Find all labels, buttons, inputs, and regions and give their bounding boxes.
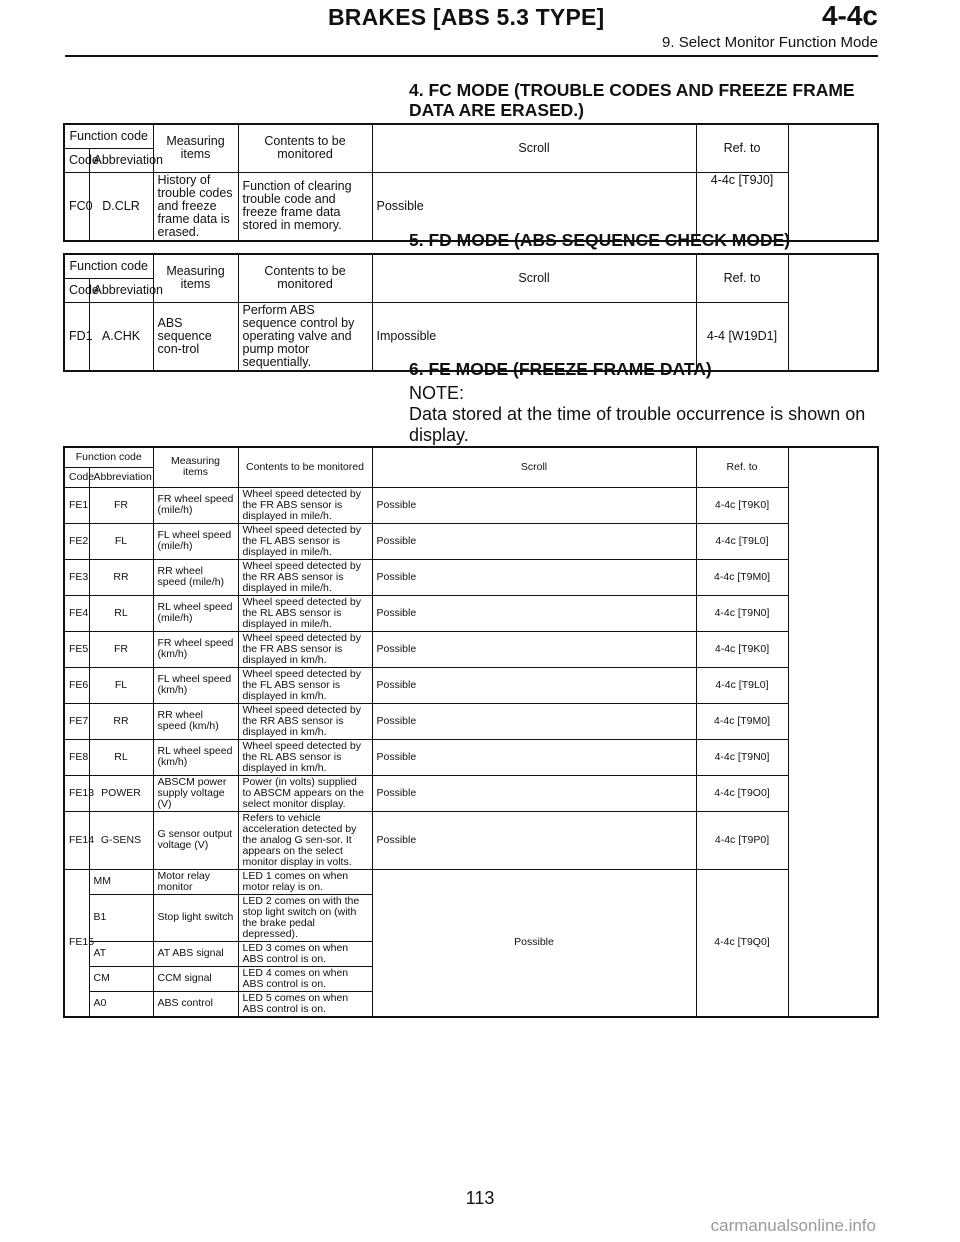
measuring-item-cell: ABS sequence con-trol [153,302,238,371]
fc-header-code: Code [64,148,89,172]
ref-cell: 4-4c [T9M0] [696,703,788,739]
code-cell: FE1 [64,487,89,523]
abbreviation-cell: B1 [89,894,153,941]
contents-cell: Power (in volts) supplied to ABSCM appears on the select monitor display. [238,775,372,811]
fc-header-scroll: Scroll [372,124,696,172]
contents-cell: Wheel speed detected by the RR ABS sensor is displayed in km/h. [238,703,372,739]
header-subtitle: 9. Select Monitor Function Mode [662,34,878,51]
measuring-item-cell: RL wheel speed (km/h) [153,739,238,775]
ref-cell: 4-4c [T9N0] [696,739,788,775]
fc-header-function-code: Function code [64,124,153,148]
abbreviation-cell: FR [89,631,153,667]
fd-header-function-code: Function code [64,254,153,278]
ref-cell: 4-4c [T9L0] [696,523,788,559]
fe-header-abbreviation: Abbreviation [89,467,153,487]
scroll-cell: Possible [372,172,696,241]
fe-mode-table [63,446,879,1018]
contents-cell: Wheel speed detected by the FL ABS sensor is displayed in km/h. [238,667,372,703]
table-row [64,869,878,894]
table-row [64,487,878,523]
scroll-cell: Possible [372,595,696,631]
fc-header-contents: Contents to be monitored [238,124,372,172]
ref-cell: 4-4c [T9J0] [696,172,788,241]
measuring-item-cell: G sensor output voltage (V) [153,811,238,869]
contents-cell: Wheel speed detected by the FR ABS sensor is displayed in km/h. [238,631,372,667]
fe-header-contents: Contents to be monitored [238,447,372,487]
contents-cell: LED 1 comes on when motor relay is on. [238,869,372,894]
scroll-cell: Possible [372,523,696,559]
measuring-item-cell: RL wheel speed (mile/h) [153,595,238,631]
fd-mode-title: 5. FD MODE (ABS SEQUENCE CHECK MODE) [409,230,791,250]
table-row [64,631,878,667]
fc-header-ref: Ref. to [696,124,788,172]
measuring-item-cell: Motor relay monitor [153,869,238,894]
abbreviation-cell: D.CLR [89,172,153,241]
abbreviation-cell: CM [89,966,153,991]
code-cell: FE3 [64,559,89,595]
fd-mode-table [63,253,879,372]
fe-header-measuring-items: Measuring items [153,447,238,487]
measuring-item-cell: ABSCM power supply voltage (V) [153,775,238,811]
table-row [64,739,878,775]
contents-cell: Perform ABS sequence control by operating valve and pump motor sequentially. [238,302,372,371]
code-cell: FC0 [64,172,89,241]
scroll-cell: Possible [372,487,696,523]
abbreviation-cell: RR [89,703,153,739]
fc-header-measuring-items: Measuring items [153,124,238,172]
contents-cell: LED 3 comes on when ABS control is on. [238,941,372,966]
table-row [64,559,878,595]
abbreviation-cell: RR [89,559,153,595]
measuring-item-cell: History of trouble codes and freeze frame data is erased. [153,172,238,241]
abbreviation-cell: RL [89,739,153,775]
measuring-item-cell: FL wheel speed (mile/h) [153,523,238,559]
note-text: Data stored at the time of trouble occurrence is shown on display. [409,404,866,445]
ref-cell: 4-4 [W19D1] [696,302,788,371]
ref-cell: 4-4c [T9N0] [696,595,788,631]
contents-cell: Wheel speed detected by the FR ABS sensor is displayed in mile/h. [238,487,372,523]
fc-mode-table [63,123,879,242]
code-cell: FE4 [64,595,89,631]
scroll-cell: Possible [372,667,696,703]
fe-mode-title: 6. FE MODE (FREEZE FRAME DATA) [409,359,712,379]
abbreviation-cell: FL [89,523,153,559]
contents-cell: LED 2 comes on with the stop light switch on (with the brake pedal depressed). [238,894,372,941]
measuring-item-cell: CCM signal [153,966,238,991]
fe-header-function-code: Function code [64,447,153,467]
fd-header-contents: Contents to be monitored [238,254,372,302]
header-section-code: 4-4c [821,0,878,31]
measuring-item-cell: ABS control [153,991,238,1017]
fd-header-scroll: Scroll [372,254,696,302]
table-row [64,595,878,631]
scroll-cell: Possible [372,811,696,869]
code-cell: FE14 [64,811,89,869]
table-row [64,703,878,739]
measuring-item-cell: FR wheel speed (mile/h) [153,487,238,523]
ref-cell: 4-4c [T9P0] [696,811,788,869]
fe-header-scroll: Scroll [372,447,696,487]
table-row [64,811,878,869]
fd-header-code: Code [64,278,89,302]
ref-cell: 4-4c [T9K0] [696,487,788,523]
code-cell: FE6 [64,667,89,703]
table-row [64,775,878,811]
fe-header-ref: Ref. to [696,447,788,487]
contents-cell: Wheel speed detected by the RL ABS sensor is displayed in mile/h. [238,595,372,631]
measuring-item-cell: RR wheel speed (km/h) [153,703,238,739]
contents-cell: Refers to vehicle acceleration detected by the analog G sen-sor. It appears on the select monitor display in volts. [238,811,372,869]
scroll-cell: Possible [372,775,696,811]
contents-cell: LED 4 comes on when ABS control is on. [238,966,372,991]
abbreviation-cell: RL [89,595,153,631]
contents-cell: Wheel speed detected by the RR ABS sensor is displayed in mile/h. [238,559,372,595]
fd-header-abbreviation: Abbreviation [89,278,153,302]
fc-mode-title: 4. FC MODE (TROUBLE CODES AND FREEZE FRAME DATA ARE ERASED.) [409,80,855,120]
header-title: BRAKES [ABS 5.3 TYPE] [328,4,605,30]
scroll-cell: Impossible [372,302,696,371]
table-row [64,523,878,559]
abbreviation-cell: A0 [89,991,153,1017]
ref-cell: 4-4c [T9K0] [696,631,788,667]
measuring-item-cell: AT ABS signal [153,941,238,966]
fd-header-measuring-items: Measuring items [153,254,238,302]
page-number: 113 [465,1188,495,1208]
scroll-cell: Possible [372,559,696,595]
code-cell: FD1 [64,302,89,371]
table-row [64,667,878,703]
ref-cell: 4-4c [T9L0] [696,667,788,703]
abbreviation-cell: MM [89,869,153,894]
abbreviation-cell: A.CHK [89,302,153,371]
scroll-cell: Possible [372,739,696,775]
code-cell: FE2 [64,523,89,559]
scroll-cell: Possible [372,631,696,667]
contents-cell: Function of clearing trouble code and freeze frame data stored in memory. [238,172,372,241]
measuring-item-cell: FL wheel speed (km/h) [153,667,238,703]
abbreviation-cell: POWER [89,775,153,811]
fe-header-code: Code [64,467,89,487]
ref-cell: 4-4c [T9Q0] [696,869,788,1017]
ref-cell: 4-4c [T9M0] [696,559,788,595]
measuring-item-cell: RR wheel speed (mile/h) [153,559,238,595]
code-cell: FE15 [64,869,89,1017]
code-cell: FE5 [64,631,89,667]
measuring-item-cell: Stop light switch [153,894,238,941]
abbreviation-cell: G-SENS [89,811,153,869]
code-cell: FE8 [64,739,89,775]
code-cell: FE13 [64,775,89,811]
code-cell: FE7 [64,703,89,739]
scroll-cell: Possible [372,703,696,739]
contents-cell: Wheel speed detected by the RL ABS sensor is displayed in km/h. [238,739,372,775]
abbreviation-cell: FL [89,667,153,703]
fc-header-abbreviation: Abbreviation [89,148,153,172]
contents-cell: LED 5 comes on when ABS control is on. [238,991,372,1017]
fd-header-ref: Ref. to [696,254,788,302]
abbreviation-cell: FR [89,487,153,523]
scroll-cell: Possible [372,869,696,1017]
measuring-item-cell: FR wheel speed (km/h) [153,631,238,667]
ref-cell: 4-4c [T9O0] [696,775,788,811]
abbreviation-cell: AT [89,941,153,966]
note-label: NOTE: [409,383,465,403]
contents-cell: Wheel speed detected by the FL ABS sensor is displayed in mile/h. [238,523,372,559]
header-rule [65,55,878,57]
watermark[interactable]: carmanualsonline.info [710,1216,876,1235]
